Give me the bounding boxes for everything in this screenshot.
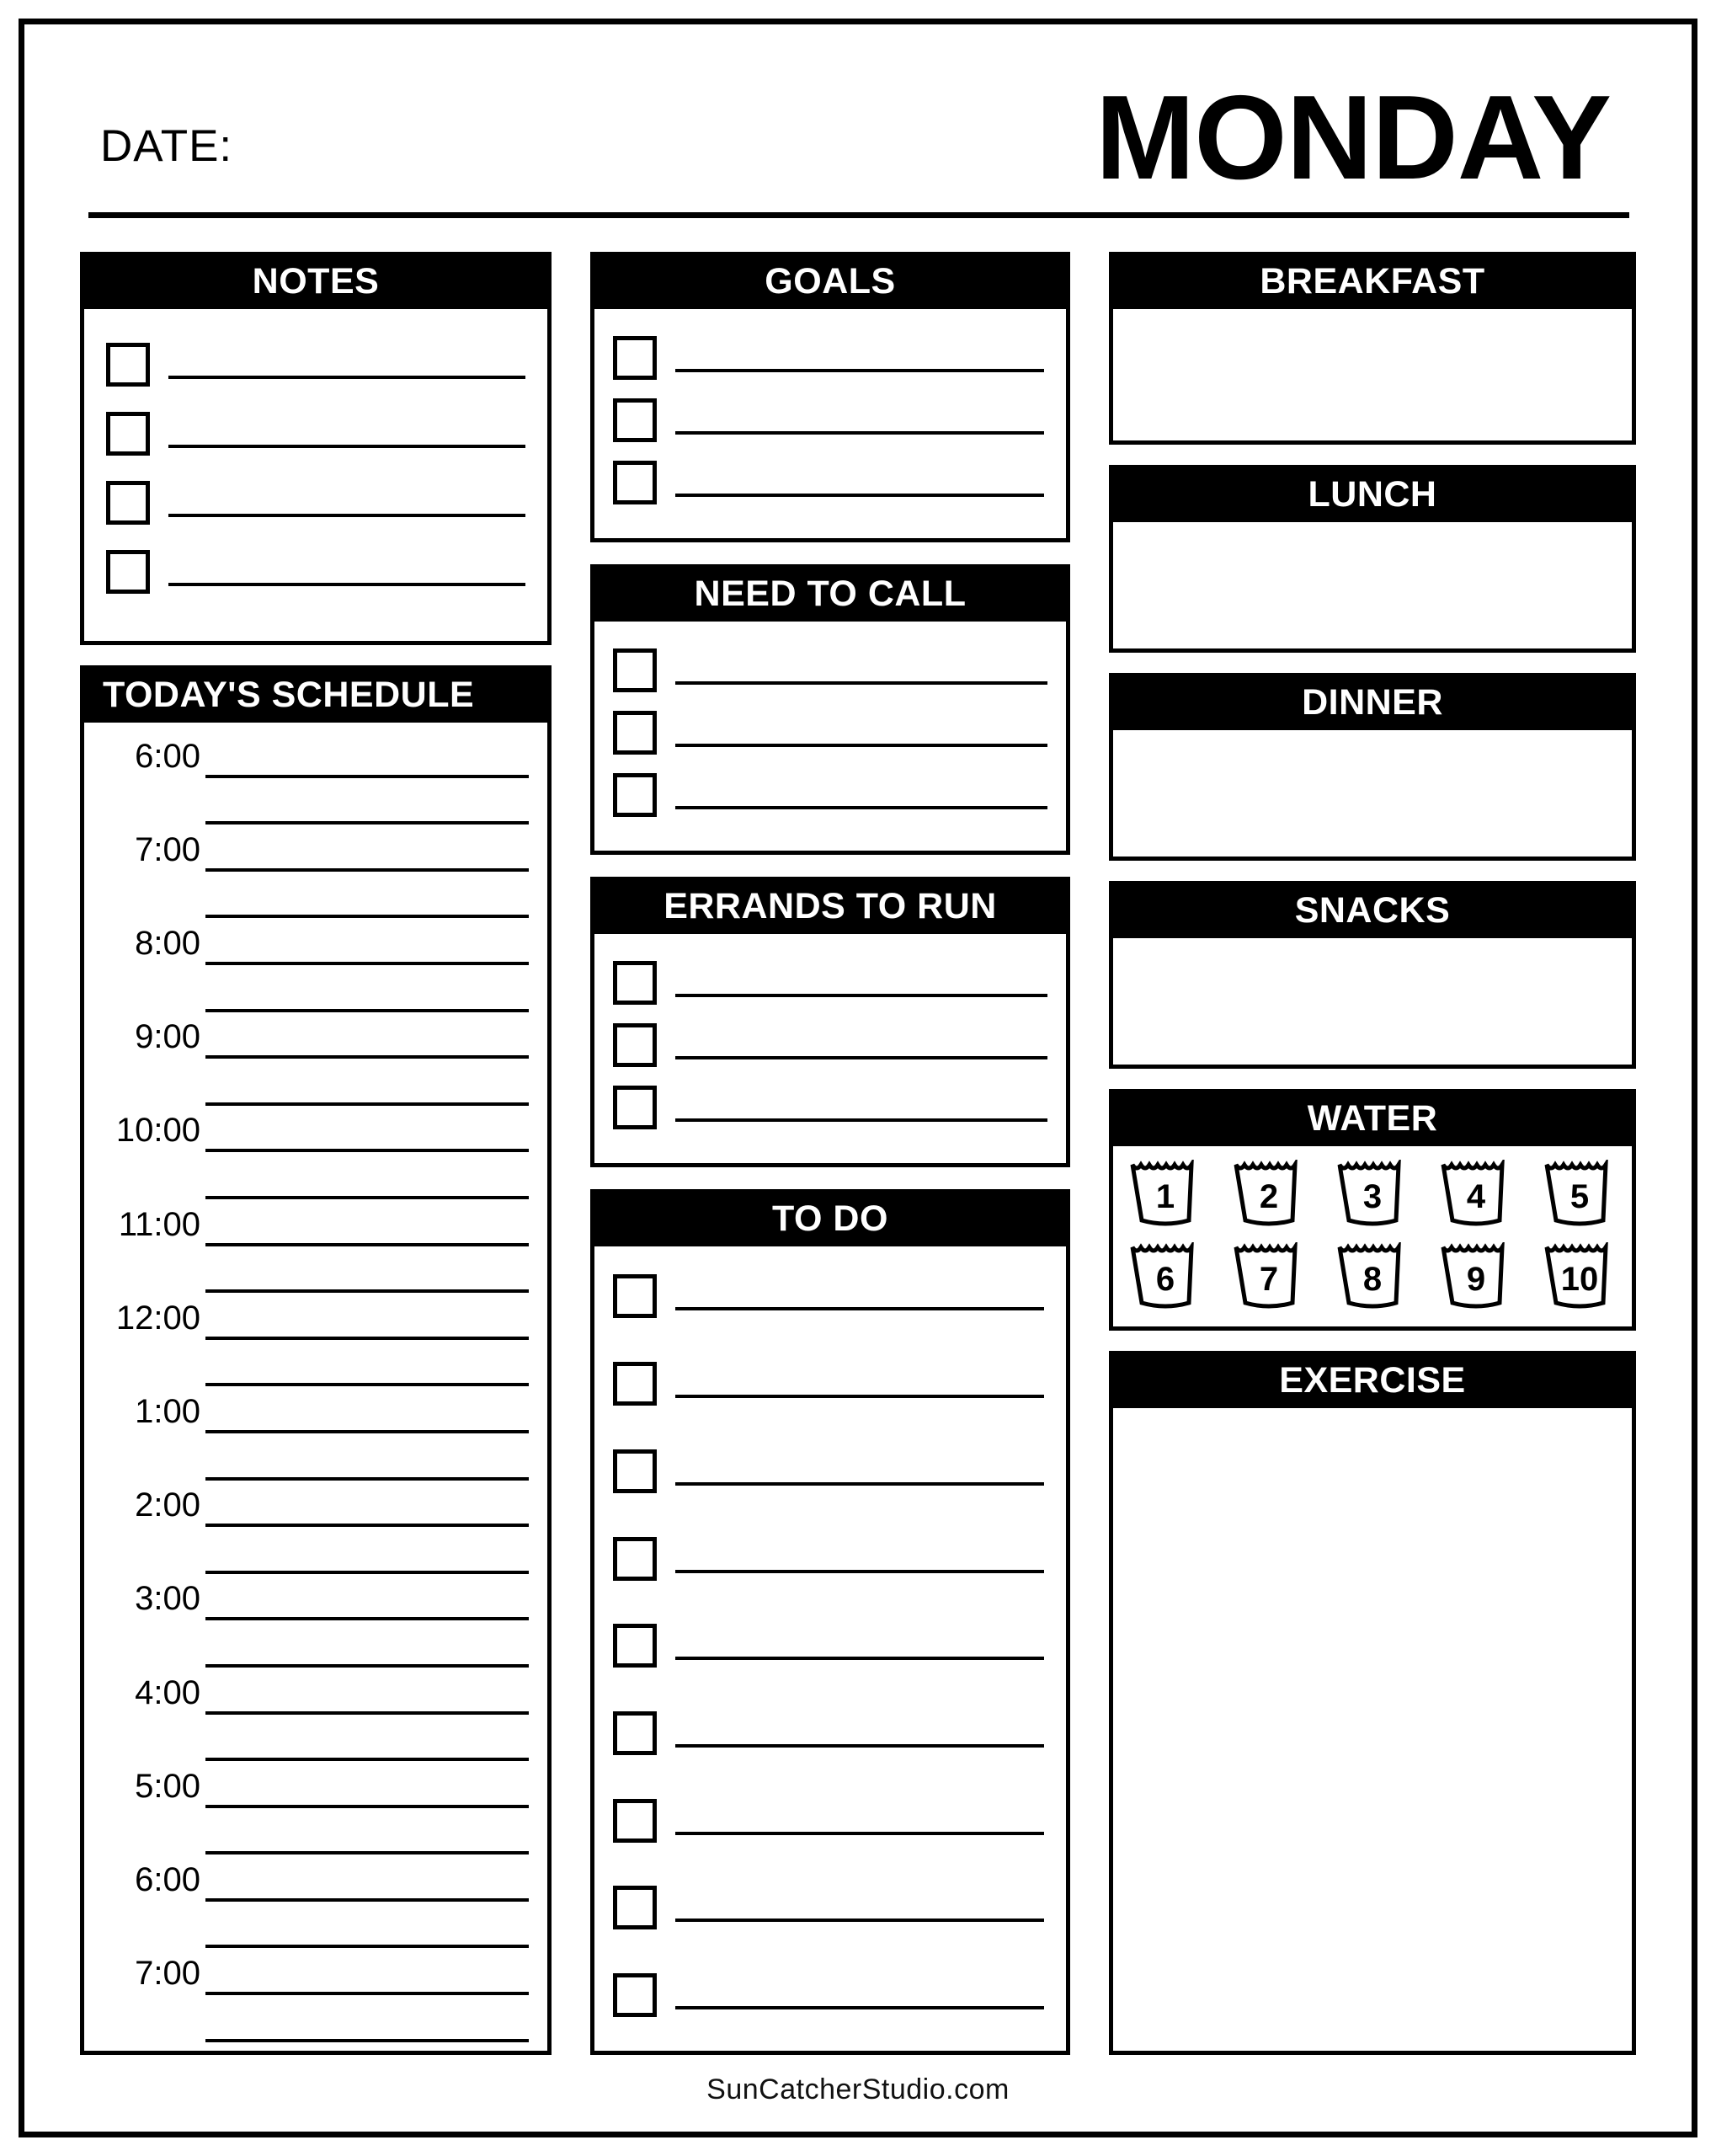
footer-credit: SunCatcherStudio.com [706, 2073, 1010, 2105]
todo-item[interactable] [613, 1624, 1044, 1668]
schedule-row-half[interactable] [93, 1062, 529, 1106]
exercise-section [1109, 1351, 1636, 2055]
goals-item[interactable] [613, 398, 1044, 442]
todo-item[interactable] [613, 1973, 1044, 2017]
schedule-time: 6:00 [135, 737, 200, 775]
write-line[interactable] [675, 1981, 1044, 2009]
checkbox-icon[interactable] [613, 398, 657, 442]
write-line[interactable] [205, 1636, 529, 1668]
write-line[interactable] [205, 1542, 529, 1574]
todo-item[interactable] [613, 1449, 1044, 1493]
write-line[interactable] [675, 1893, 1044, 1922]
snacks-write-area[interactable] [1113, 938, 1632, 1065]
checkbox-icon[interactable] [613, 336, 657, 380]
water-glass-icon[interactable] [1128, 1242, 1202, 1311]
schedule-row[interactable] [93, 1483, 529, 1527]
header-divider [88, 212, 1629, 218]
todo-item[interactable] [613, 1886, 1044, 1929]
left-column [80, 252, 552, 2055]
checkbox-icon[interactable] [613, 1973, 657, 2017]
schedule-row-half[interactable] [93, 969, 529, 1012]
checkbox-icon[interactable] [613, 1449, 657, 1493]
lunch-section [1109, 465, 1636, 653]
write-line[interactable] [205, 1729, 529, 1761]
todo-item[interactable] [613, 1799, 1044, 1843]
exercise-title: EXERCISE [1113, 1355, 1632, 1408]
write-line[interactable] [205, 933, 529, 965]
water-glass-icon[interactable] [1439, 1242, 1513, 1311]
notes-item[interactable] [106, 481, 525, 525]
water-glass-icon[interactable] [1543, 1160, 1617, 1229]
schedule-row[interactable] [93, 921, 529, 965]
schedule-row[interactable] [93, 1764, 529, 1808]
dinner-write-area[interactable] [1113, 730, 1632, 857]
breakfast-section [1109, 252, 1636, 445]
write-line[interactable] [205, 746, 529, 778]
need-to-call-title: NEED TO CALL [594, 568, 1066, 622]
notes-item[interactable] [106, 550, 525, 594]
water-glass-number: 10 [1560, 1260, 1599, 1298]
schedule-time: 6:00 [135, 1860, 200, 1898]
lunch-write-area[interactable] [1113, 522, 1632, 648]
water-glass-icon[interactable] [1232, 1242, 1306, 1311]
write-line[interactable] [205, 1074, 529, 1106]
schedule-row-half[interactable] [93, 1342, 529, 1386]
goals-item[interactable] [613, 336, 1044, 380]
write-line[interactable] [168, 488, 525, 517]
water-glass-number: 7 [1259, 1260, 1279, 1298]
write-line[interactable] [205, 1963, 529, 1995]
water-glass-icon[interactable] [1232, 1160, 1306, 1229]
write-line[interactable] [675, 1457, 1044, 1486]
write-line[interactable] [675, 1031, 1047, 1059]
todo-item[interactable] [613, 1711, 1044, 1755]
errands-body [594, 934, 1066, 1163]
checkbox-icon[interactable] [106, 481, 150, 525]
water-glass-icon[interactable] [1335, 1242, 1410, 1311]
todo-item[interactable] [613, 1274, 1044, 1318]
checkbox-icon[interactable] [613, 1086, 657, 1129]
schedule-title: TODAY'S SCHEDULE [84, 670, 547, 723]
schedule-time: 8:00 [135, 925, 200, 962]
checkbox-icon[interactable] [613, 1624, 657, 1668]
schedule-row-half[interactable] [93, 1155, 529, 1199]
checkbox-icon[interactable] [613, 1537, 657, 1581]
write-line[interactable] [675, 1282, 1044, 1310]
water-row [1128, 1242, 1617, 1311]
write-line[interactable] [205, 1401, 529, 1433]
schedule-time: 11:00 [118, 1205, 200, 1243]
checkbox-icon[interactable] [106, 343, 150, 387]
water-glass-icon[interactable] [1543, 1242, 1617, 1311]
lunch-title: LUNCH [1113, 469, 1632, 522]
checkbox-icon[interactable] [613, 461, 657, 504]
write-line[interactable] [168, 419, 525, 448]
write-line[interactable] [205, 1354, 529, 1386]
water-glass-icon[interactable] [1335, 1160, 1410, 1229]
schedule-time: 7:00 [135, 1955, 200, 1993]
errands-title: ERRANDS TO RUN [594, 881, 1066, 934]
write-line[interactable] [675, 656, 1047, 685]
write-line[interactable] [205, 792, 529, 825]
errands-section [590, 877, 1070, 1167]
schedule-time: 9:00 [135, 1018, 200, 1056]
schedule-time: 4:00 [135, 1673, 200, 1711]
schedule-row-half[interactable] [93, 1904, 529, 1948]
water-glass-number: 8 [1362, 1260, 1383, 1298]
write-line[interactable] [675, 1719, 1044, 1748]
schedule-row-half[interactable] [93, 1530, 529, 1574]
schedule-row[interactable] [93, 1577, 529, 1620]
content-columns [80, 252, 1636, 2055]
schedule-row[interactable] [93, 1390, 529, 1433]
checkbox-icon[interactable] [613, 1886, 657, 1929]
write-line[interactable] [205, 1870, 529, 1902]
schedule-time: 2:00 [135, 1486, 200, 1524]
write-line[interactable] [205, 886, 529, 918]
schedule-row[interactable] [93, 1296, 529, 1340]
water-glass-number: 1 [1155, 1177, 1175, 1215]
schedule-row-half[interactable] [93, 1999, 529, 2042]
snacks-section [1109, 881, 1636, 1069]
write-line[interactable] [205, 1588, 529, 1620]
todo-section [590, 1189, 1070, 2055]
schedule-row[interactable] [93, 828, 529, 872]
schedule-body [84, 723, 547, 2051]
water-glass-number: 9 [1466, 1260, 1486, 1298]
breakfast-title: BREAKFAST [1113, 256, 1632, 309]
write-line[interactable] [675, 1806, 1044, 1835]
need-to-call-body [594, 622, 1066, 851]
schedule-row[interactable] [93, 1671, 529, 1715]
day-title: MONDAY [1095, 71, 1611, 205]
water-glass-number: 2 [1259, 1177, 1279, 1215]
goals-body [594, 309, 1066, 538]
schedule-row[interactable] [93, 1108, 529, 1152]
goals-title: GOALS [594, 256, 1066, 309]
todo-body [594, 1246, 1066, 2051]
schedule-row-half[interactable] [93, 1811, 529, 1854]
exercise-write-area[interactable] [1113, 1408, 1632, 2051]
write-line[interactable] [205, 840, 529, 872]
water-glass-number: 6 [1155, 1260, 1175, 1298]
checkbox-icon[interactable] [613, 711, 657, 755]
schedule-time: 7:00 [135, 830, 200, 868]
goals-item[interactable] [613, 461, 1044, 504]
water-glass-number: 4 [1466, 1177, 1486, 1215]
write-line[interactable] [205, 1916, 529, 1948]
write-line[interactable] [675, 1369, 1044, 1398]
checkbox-icon[interactable] [613, 648, 657, 692]
need-to-call-section [590, 564, 1070, 855]
write-line[interactable] [675, 344, 1044, 372]
schedule-row[interactable] [93, 1858, 529, 1902]
todo-item[interactable] [613, 1537, 1044, 1581]
need-to-call-item[interactable] [613, 773, 1047, 817]
errands-item[interactable] [613, 961, 1047, 1005]
page-header [80, 68, 1636, 205]
page-border [19, 19, 1697, 2137]
write-line[interactable] [205, 1027, 529, 1059]
write-line[interactable] [205, 980, 529, 1012]
water-title: WATER [1113, 1093, 1632, 1146]
write-line[interactable] [205, 2010, 529, 2042]
schedule-row-half[interactable] [93, 1437, 529, 1481]
write-line[interactable] [675, 1545, 1044, 1573]
todo-title: TO DO [594, 1193, 1066, 1246]
errands-item[interactable] [613, 1023, 1047, 1067]
schedule-row-half[interactable] [93, 1249, 529, 1293]
write-line[interactable] [205, 1495, 529, 1527]
date-label: DATE: [100, 120, 233, 171]
todo-item[interactable] [613, 1362, 1044, 1406]
schedule-row-half[interactable] [93, 1624, 529, 1668]
schedule-time: 5:00 [135, 1767, 200, 1805]
notes-section [80, 252, 552, 645]
checkbox-icon[interactable] [106, 412, 150, 456]
need-to-call-item[interactable] [613, 711, 1047, 755]
schedule-section [80, 665, 552, 2055]
write-line[interactable] [168, 558, 525, 586]
write-line[interactable] [675, 406, 1044, 435]
notes-body [84, 309, 547, 641]
write-line[interactable] [205, 1822, 529, 1854]
checkbox-icon[interactable] [613, 1362, 657, 1406]
write-line[interactable] [675, 468, 1044, 497]
notes-item[interactable] [106, 343, 525, 387]
water-glass-icon[interactable] [1128, 1160, 1202, 1229]
notes-title: NOTES [84, 256, 547, 309]
water-row [1128, 1160, 1617, 1229]
schedule-row[interactable] [93, 1203, 529, 1246]
write-line[interactable] [205, 1776, 529, 1808]
dinner-title: DINNER [1113, 677, 1632, 730]
schedule-time: 12:00 [115, 1299, 200, 1337]
schedule-row[interactable] [93, 1015, 529, 1059]
write-line[interactable] [675, 718, 1047, 747]
write-line[interactable] [205, 1449, 529, 1481]
checkbox-icon[interactable] [613, 1711, 657, 1755]
checkbox-icon[interactable] [613, 773, 657, 817]
write-line[interactable] [675, 1631, 1044, 1660]
need-to-call-item[interactable] [613, 648, 1047, 692]
checkbox-icon[interactable] [613, 961, 657, 1005]
goals-section [590, 252, 1070, 542]
schedule-row[interactable] [93, 1951, 529, 1995]
write-line[interactable] [205, 1120, 529, 1152]
checkbox-icon[interactable] [613, 1023, 657, 1067]
schedule-time: 1:00 [135, 1392, 200, 1430]
write-line[interactable] [675, 1093, 1047, 1122]
snacks-title: SNACKS [1113, 885, 1632, 938]
schedule-row[interactable] [93, 734, 529, 778]
checkbox-icon[interactable] [613, 1799, 657, 1843]
write-line[interactable] [205, 1683, 529, 1715]
errands-item[interactable] [613, 1086, 1047, 1129]
write-line[interactable] [205, 1308, 529, 1340]
write-line[interactable] [675, 781, 1047, 809]
schedule-time: 10:00 [115, 1112, 200, 1150]
schedule-row-half[interactable] [93, 781, 529, 825]
schedule-row-half[interactable] [93, 874, 529, 918]
dinner-section [1109, 673, 1636, 861]
water-glass-icon[interactable] [1439, 1160, 1513, 1229]
write-line[interactable] [205, 1167, 529, 1199]
checkbox-icon[interactable] [106, 550, 150, 594]
water-body [1113, 1146, 1632, 1326]
write-line[interactable] [675, 969, 1047, 997]
checkbox-icon[interactable] [613, 1274, 657, 1318]
schedule-time: 3:00 [135, 1580, 200, 1618]
schedule-row-half[interactable] [93, 1717, 529, 1761]
right-column [1109, 252, 1636, 2055]
write-line[interactable] [168, 350, 525, 379]
water-section [1109, 1089, 1636, 1331]
breakfast-write-area[interactable] [1113, 309, 1632, 440]
water-glass-number: 3 [1362, 1177, 1383, 1215]
notes-item[interactable] [106, 412, 525, 456]
water-glass-number: 5 [1569, 1177, 1590, 1215]
middle-column [590, 252, 1070, 2055]
write-line[interactable] [205, 1261, 529, 1293]
write-line[interactable] [205, 1214, 529, 1246]
